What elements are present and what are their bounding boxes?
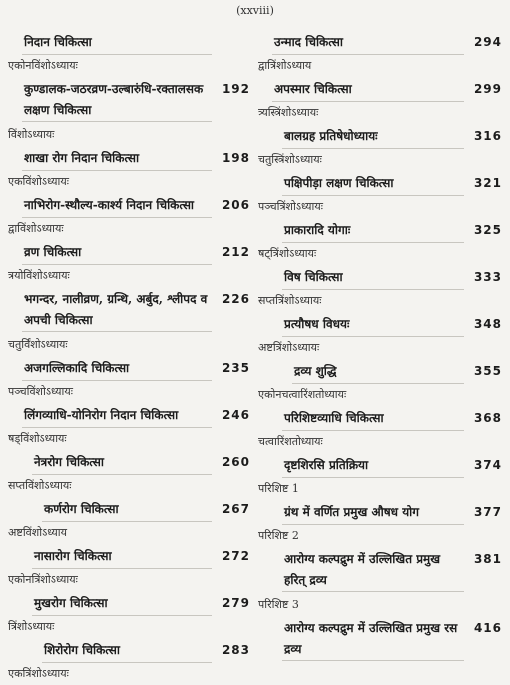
toc-entry-title: अपस्मार चिकित्सा xyxy=(272,77,464,102)
chapter-heading: परिशिष्ट 2 xyxy=(258,529,299,542)
toc-entry xyxy=(258,30,502,55)
toc-entry-page-number: 316 xyxy=(473,129,502,143)
toc-entry-page-number: 368 xyxy=(473,411,502,425)
toc-entry-title: भगन्दर, नालीव्रण, ग्रन्थि, अर्बुद, श्लीपद व अपची चिकित्सा xyxy=(22,289,212,332)
toc-entry-title: निदान चिकित्सा xyxy=(22,30,212,55)
toc-entry xyxy=(8,497,250,522)
toc-left-column xyxy=(8,30,250,685)
toc-entry-title: बालग्रह प्रतिषेधोध्यायः xyxy=(282,124,464,149)
toc-entry xyxy=(8,450,250,475)
toc-entry-page-number: 246 xyxy=(221,408,250,422)
chapter-heading: चतुस्त्रिंशोऽध्यायः xyxy=(258,153,322,166)
toc-entry xyxy=(258,312,502,337)
toc-entry-title: आरोग्य कल्पद्रुम में उल्लिखित प्रमुख हरित् द्रव्य xyxy=(282,549,464,592)
chapter-heading: एकोनचत्वारिंशतोध्यायः xyxy=(258,388,347,401)
toc-entry-page-number: 198 xyxy=(221,151,250,165)
toc-entry xyxy=(258,77,502,102)
toc-entry xyxy=(8,638,250,663)
toc-entry xyxy=(8,544,250,569)
toc-entry xyxy=(258,547,502,594)
toc-entry-title: आरोग्य कल्पद्रुम में उल्लिखित प्रमुख रस द्रव्य xyxy=(282,618,464,661)
toc-right-column xyxy=(258,30,502,663)
toc-entry-page-number: 381 xyxy=(473,552,502,566)
chapter-heading: पञ्चत्रिंशोऽध्यायः xyxy=(258,200,323,213)
toc-entry-title: कुण्डालक-जठरव्रण-उल्बारुंधि-रक्तालसक लक्षण चिकित्सा xyxy=(22,79,212,122)
toc-entry-title: शाखा रोग निदान चिकित्सा xyxy=(22,146,212,171)
toc-entry-title: लिंगव्याधि-योनिरोग निदान चिकित्सा xyxy=(22,403,212,428)
toc-entry-page-number: 377 xyxy=(473,505,502,519)
chapter-heading: परिशिष्ट 3 xyxy=(258,598,299,611)
toc-entry-page-number: 235 xyxy=(221,361,250,375)
chapter-heading: अष्टत्रिंशोऽध्यायः xyxy=(258,341,320,354)
chapter-heading: पञ्चविंशोऽध्यायः xyxy=(8,385,73,398)
toc-entry xyxy=(258,453,502,478)
chapter-heading: एकोनत्रिंशोऽध्यायः xyxy=(8,573,78,586)
toc-entry-title: शिरोरोग चिकित्सा xyxy=(42,638,212,663)
toc-entry-title: पक्षिपीड़ा लक्षण चिकित्सा xyxy=(282,171,464,196)
toc-entry-page-number: 333 xyxy=(473,270,502,284)
toc-entry xyxy=(8,403,250,428)
toc-entry-page-number: 374 xyxy=(473,458,502,472)
chapter-heading: विंशोऽध्यायः xyxy=(8,128,55,141)
toc-entry xyxy=(258,500,502,525)
toc-entry xyxy=(258,406,502,431)
toc-entry-title: परिशिष्टव्याधि चिकित्सा xyxy=(282,406,464,431)
toc-entry-page-number: 294 xyxy=(473,35,502,49)
chapter-heading: अष्टविंशोऽध्याय xyxy=(8,526,68,539)
toc-entry-title: द्रव्य शुद्धि xyxy=(292,359,464,384)
toc-entry xyxy=(258,171,502,196)
toc-entry-page-number: 206 xyxy=(221,198,250,212)
chapter-heading: त्रिंशोऽध्यायः xyxy=(8,620,55,633)
chapter-heading: सप्तत्रिंशोऽध्यायः xyxy=(258,294,322,307)
chapter-heading: एकोनविंशोऽध्यायः xyxy=(8,59,78,72)
toc-entry-page-number: 348 xyxy=(473,317,502,331)
toc-entry-title: विष चिकित्सा xyxy=(282,265,464,290)
toc-entry-page-number: 321 xyxy=(473,176,502,190)
toc-entry xyxy=(258,359,502,384)
toc-entry xyxy=(8,240,250,265)
toc-entry-title: नाभिरोग-स्थौल्य-कार्श्य निदान चिकित्सा xyxy=(22,193,212,218)
chapter-heading: षट्त्रिंशोऽध्यायः xyxy=(258,247,317,260)
toc-entry xyxy=(8,356,250,381)
chapter-heading: एकविंशोऽध्यायः xyxy=(8,175,69,188)
toc-entry-title: प्राकारादि योगाः xyxy=(282,218,464,243)
toc-entry-page-number: 192 xyxy=(221,82,250,96)
chapter-heading: द्वात्रिंशोऽध्याय xyxy=(258,59,312,72)
toc-entry-title: प्रत्यौषध विधयः xyxy=(282,312,464,337)
toc-entry-page-number: 325 xyxy=(473,223,502,237)
toc-entry-page-number: 283 xyxy=(221,643,250,657)
toc-entry-page-number: 416 xyxy=(473,621,502,635)
toc-entry-page-number: 267 xyxy=(221,502,250,516)
toc-entry-title: नासारोग चिकित्सा xyxy=(32,544,212,569)
chapter-heading: परिशिष्ट 1 xyxy=(258,482,299,495)
toc-entry-page-number: 279 xyxy=(221,596,250,610)
chapter-heading: त्रयोविंशोऽध्यायः xyxy=(8,269,70,282)
toc-entry-title: ग्रंथ में वर्णित प्रमुख औषध योग xyxy=(282,500,464,525)
toc-entry xyxy=(8,287,250,334)
toc-entry-title: मुखरोग चिकित्सा xyxy=(32,591,212,616)
toc-entry xyxy=(8,77,250,124)
toc-entry-title: नेत्ररोग चिकित्सा xyxy=(32,450,212,475)
toc-entry-title: अजगल्लिकादि चिकित्सा xyxy=(22,356,212,381)
chapter-heading: सप्तविंशोऽध्यायः xyxy=(8,479,72,492)
toc-entry xyxy=(8,146,250,171)
toc-entry xyxy=(258,124,502,149)
toc-entry-title: उन्माद चिकित्सा xyxy=(272,30,464,55)
toc-entry-title: व्रण चिकित्सा xyxy=(22,240,212,265)
toc-entry xyxy=(8,591,250,616)
chapter-heading: चत्वारिंशतोध्यायः xyxy=(258,435,323,448)
toc-entry-title: कर्णरोग चिकित्सा xyxy=(42,497,212,522)
toc-entry-page-number: 272 xyxy=(221,549,250,563)
toc-entry-title: दृष्टशिरसि प्रतिक्रिया xyxy=(282,453,464,478)
chapter-heading: चतुर्विंशोऽध्यायः xyxy=(8,338,68,351)
toc-entry xyxy=(8,193,250,218)
toc-entry-page-number: 299 xyxy=(473,82,502,96)
toc-entry xyxy=(8,30,250,55)
toc-entry-page-number: 260 xyxy=(221,455,250,469)
chapter-heading: द्वाविंशोऽध्यायः xyxy=(8,222,64,235)
toc-entry-page-number: 212 xyxy=(221,245,250,259)
chapter-heading: षड्विंशोऽध्यायः xyxy=(8,432,67,445)
chapter-heading: एकत्रिंशोऽध्यायः xyxy=(8,667,69,680)
page-number: (xxviii) xyxy=(236,4,274,17)
toc-entry xyxy=(258,265,502,290)
toc-entry-page-number: 355 xyxy=(473,364,502,378)
toc-entry xyxy=(258,218,502,243)
chapter-heading: त्र्यस्त्रिंशोऽध्यायः xyxy=(258,106,319,119)
toc-entry-page-number: 226 xyxy=(221,292,250,306)
